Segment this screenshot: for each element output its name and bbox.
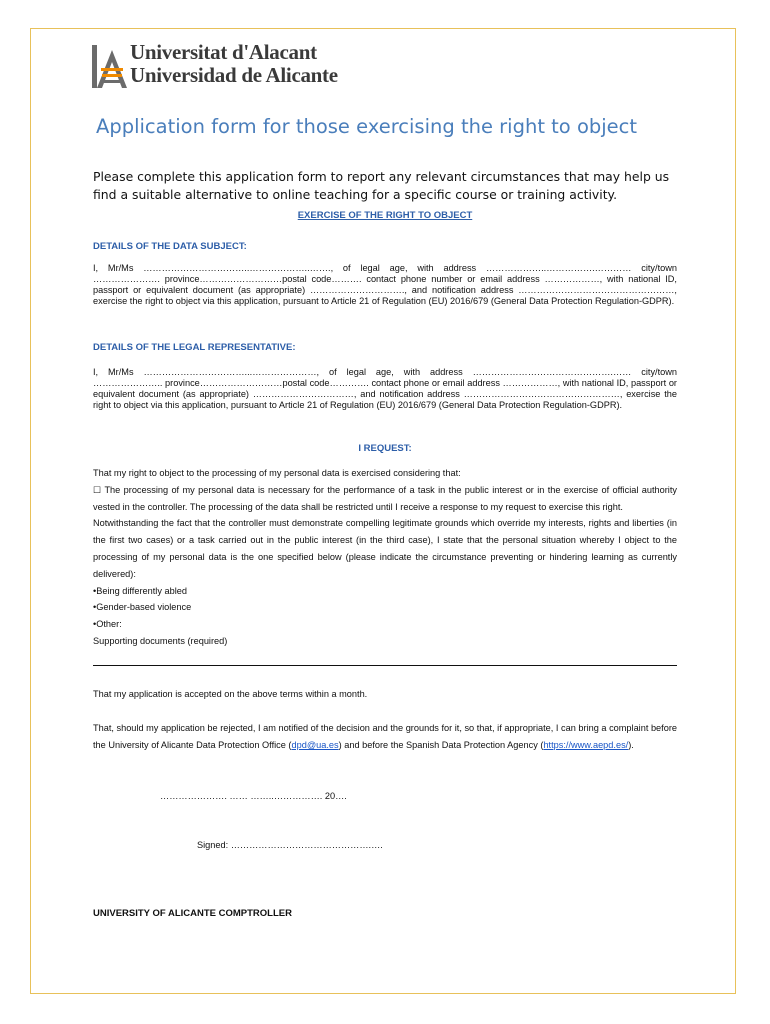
signature-line: Signed: ……………………………………….…. — [197, 840, 383, 850]
legal-representative-heading: DETAILS OF THE LEGAL REPRESENTATIVE: — [93, 342, 296, 353]
legal-representative-text: I, Mr/Ms ……………………………...…………………, of legal age, with address ……………………………………….…… city/town ………………….. province………………………postal code…………. contact phone or email address ………………, with national ID, passport or equivalent document (as appropriate) ……………………………, and notification address ……………………………………………, exercise the right to object via this application, pursuant to Article 21 of Regulation (EU) 2016/679 (General Data Protection Regulation-GDPR). — [93, 367, 677, 410]
rejected-statement — [93, 720, 677, 754]
logo-emblem — [92, 45, 127, 88]
request-notwithstanding-clause: Notwithstanding the fact that the controller must demonstrate compelling legitimate grounds which override my interests, rights and liberties (in the first two cases) or a task carried out in the public interest (in the third case), I state that the personal situation whereby I object to the processing of my personal data is the one specified below (please indicate the circumstance preventing or hindering learning as currently delivered): — [93, 518, 677, 579]
logo-wordmark — [130, 40, 338, 87]
circumstance-option-abled: •Being differently abled — [93, 585, 187, 596]
request-public-interest-clause: ☐ The processing of my personal data is necessary for the performance of a task in the public interest or in the exercise of official authority vested in the controller. The processing of the data shall be restricted until I receive a response to my request to exercise this right. — [93, 484, 677, 512]
aepd-website-link[interactable]: https://www.aepd.es/ — [543, 739, 629, 750]
rejected-text-start: That, should my application be rejected, I am notified of the decision and the grounds for it, so that, if appropriate, I can bring a complaint before the University of Alicante Data Protection Office ( — [93, 723, 677, 750]
logo-line-spanish: Universidad de Alicante — [130, 63, 338, 87]
request-intro-line: That my right to object to the processing of my personal data is exercised considering that: — [93, 468, 461, 478]
request-body — [93, 465, 677, 650]
intro-paragraph: Please complete this application form to report any relevant circumstances that may help us find a suitable alternative to online teaching for a specific course or training activity. — [93, 169, 670, 202]
form-title: Application form for those exercising the right to object — [96, 115, 638, 138]
comptroller-footer: UNIVERSITY OF ALICANTE COMPTROLLER — [93, 908, 292, 919]
dpo-email-link[interactable]: dpd@ua.es — [291, 739, 339, 750]
supporting-documents-label: Supporting documents (required) — [93, 635, 228, 646]
circumstance-option-other: •Other: — [93, 619, 122, 630]
logo-line-valencian: Universitat d'Alacant — [130, 40, 317, 64]
request-heading: I REQUEST: — [358, 443, 412, 454]
data-subject-text: I, Mr/Ms ……………………………..………………..……., of legal age, with address ………………..…………….………… city/town …………………. province………………………postal code………. contact phone number or email address ………………, with national ID, passport or equivalent document (as appropriate) …………………………., and notification address ……………………………………………, exercise the right to object via this application, pursuant to Article 21 of Regulation (EU) 2016/679 (General Data Protection Regulation-GDPR). — [93, 263, 677, 306]
date-line: …………………. …… ……..……………. 20…. — [160, 791, 347, 801]
section-exercise-heading: EXERCISE OF THE RIGHT TO OBJECT — [297, 210, 473, 221]
rejected-text-middle: ) and before the Spanish Data Protection Agency ( — [338, 739, 544, 750]
section-divider — [93, 665, 677, 666]
rejected-text-end: ). — [628, 739, 634, 750]
accepted-statement: That my application is accepted on the above terms within a month. — [93, 689, 368, 699]
data-subject-heading: DETAILS OF THE DATA SUBJECT: — [93, 241, 247, 252]
circumstance-option-gender-violence: •Gender-based violence — [93, 602, 192, 613]
